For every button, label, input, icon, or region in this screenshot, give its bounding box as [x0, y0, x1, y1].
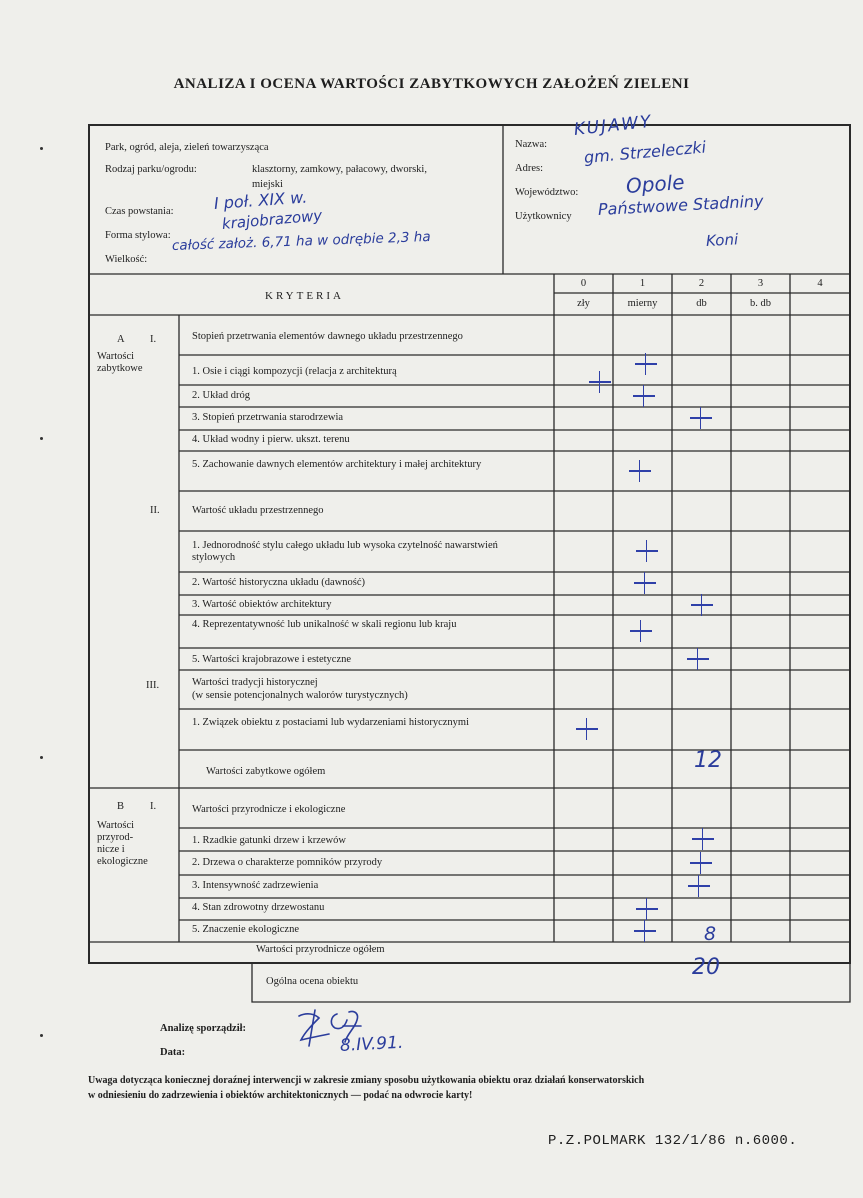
nazwa-label: Nazwa:: [515, 139, 548, 150]
section-b-letter: B: [117, 801, 125, 812]
data-label: Data:: [160, 1047, 186, 1058]
criterion-row: 4. Stan zdrowotny drzewostanu: [192, 902, 325, 913]
print-code: P.Z.POLMARK 132/1/86 n.6000.: [548, 1133, 798, 1149]
criteria-heading: KRYTERIA: [265, 290, 344, 302]
criterion-row: 1. Jednorodność stylu całego układu lub wysoka czytelność nawarstwień stylowych: [192, 540, 498, 563]
section-b-name: Wartości: [97, 820, 135, 831]
score-mark: [634, 572, 656, 594]
section-b-name-4: ekologiczne: [97, 856, 148, 867]
score-mark: [635, 353, 657, 375]
wojewodztwo-value: Opole: [625, 169, 686, 198]
uzytkownicy-label: Użytkownicy: [515, 211, 572, 222]
section-b-total-label: Wartości przyrodnicze ogółem: [256, 944, 385, 955]
uzytkownicy-value-2: Koni: [705, 230, 739, 250]
scale-label-1: mierny: [627, 298, 658, 309]
scale-num-0: 0: [580, 278, 587, 289]
criterion-row: 2. Drzewa o charakterze pomników przyrody: [192, 857, 383, 868]
forma-value: krajobrazowy: [221, 206, 323, 233]
score-mark: [690, 852, 712, 874]
section-a-name: Wartości: [97, 351, 135, 362]
criterion-row: 5. Wartości krajobrazowe i estetyczne: [192, 654, 352, 665]
scale-num-3: 3: [757, 278, 764, 289]
criterion-row: 5. Znaczenie ekologiczne: [192, 924, 299, 935]
criterion-row: 1. Osie i ciągi kompozycji (relacja z architekturą: [192, 366, 397, 377]
section-b-name-3: nicze i: [97, 844, 125, 855]
criterion-row: 5. Zachowanie dawnych elementów architektury i małej architektury: [192, 459, 482, 470]
wojewodztwo-label: Województwo:: [515, 187, 579, 198]
uzytkownicy-value: Państwowe Stadniny: [597, 191, 764, 219]
section-b-name-2: przyrod-: [97, 832, 134, 843]
rodzaj-label: Rodzaj parku/ogrodu:: [105, 164, 197, 175]
score-mark: [630, 620, 652, 642]
criterion-row: 4. Układ wodny i pierw. ukszt. terenu: [192, 434, 350, 445]
punch-hole: [40, 147, 43, 150]
forma-label: Forma stylowa:: [105, 230, 171, 241]
scale-label-3: b. db: [750, 298, 771, 309]
score-mark: [634, 920, 656, 942]
criterion-row: 3. Intensywność zadrzewienia: [192, 880, 319, 891]
score-mark: [589, 371, 611, 393]
group3-title: Wartości tradycji historycznej: [192, 677, 318, 688]
scale-num-4: 4: [817, 278, 823, 289]
form-title: ANALIZA I OCENA WARTOŚCI ZABYTKOWYCH ZAŁOŻEŃ ZIELENI: [173, 76, 690, 92]
score-mark: [690, 407, 712, 429]
group3-title-2: (w sensie potencjonalnych walorów turystycznych): [192, 690, 408, 701]
adres-value: gm. Strzeleczki: [583, 137, 707, 167]
section-b-title: Wartości przyrodnicze i ekologiczne: [192, 804, 346, 815]
note-line-2: w odniesieniu do zadrzewienia i obiektów architektonicznych — podać na odwrocie karty!: [88, 1090, 473, 1101]
nazwa-value: KUJAWY: [572, 111, 654, 140]
wielkosc-label: Wielkość:: [105, 254, 148, 265]
scale-label-2: db: [696, 298, 707, 309]
wielkosc-value: całość założ. 6,71 ha w odrębie 2,3 ha: [171, 228, 431, 254]
czas-label: Czas powstania:: [105, 206, 174, 217]
criterion-row: 3. Stopień przetrwania starodrzewia: [192, 412, 344, 423]
analiza-label: Analizę sporządził:: [160, 1023, 247, 1034]
note-line-1: Uwaga dotycząca koniecznej doraźnej interwencji w zakresie zmiany sposobu użytkowania obiektu oraz działań konserwatorskich: [88, 1075, 645, 1086]
section-a-roman-3: III.: [146, 680, 160, 691]
section-a-total-value: 12: [694, 748, 722, 773]
punch-hole: [40, 756, 43, 759]
rodzaj-options: klasztorny, zamkowy, pałacowy, dworski,: [252, 164, 427, 175]
section-b-roman: I.: [150, 801, 157, 812]
score-mark: [691, 594, 713, 616]
scale-label-0: zły: [577, 298, 590, 309]
score-mark: [636, 898, 658, 920]
rodzaj-options-2: miejski: [252, 179, 283, 190]
score-mark: [687, 648, 709, 670]
criterion-row: 3. Wartość obiektów architektury: [192, 599, 332, 610]
section-a-letter: A: [117, 334, 125, 345]
score-mark: [688, 875, 710, 897]
score-mark: [692, 828, 714, 850]
criterion-row: 2. Wartość historyczna układu (dawność): [192, 577, 366, 588]
scale-num-1: 1: [639, 278, 646, 289]
punch-hole: [40, 437, 43, 440]
group1-title: Stopień przetrwania elementów dawnego układu przestrzennego: [192, 331, 463, 342]
score-mark: [576, 718, 598, 740]
section-a-total-label: Wartości zabytkowe ogółem: [206, 766, 326, 777]
punch-hole: [40, 1034, 43, 1037]
overall-value: 20: [692, 955, 720, 980]
criterion-row: 1. Związek obiektu z postaciami lub wydarzeniami historycznymi: [192, 717, 469, 728]
score-mark: [636, 540, 658, 562]
criterion-row: 2. Układ dróg: [192, 390, 251, 401]
score-mark: [633, 385, 655, 407]
adres-label: Adres:: [515, 163, 543, 174]
section-b-total-value: 8: [704, 923, 717, 945]
section-a-roman-2: II.: [150, 505, 160, 516]
score-mark: [629, 460, 651, 482]
criterion-row: 4. Reprezentatywność lub unikalność w skali regionu lub kraju: [192, 619, 457, 630]
overall-label: Ogólna ocena obiektu: [266, 976, 359, 987]
criterion-row: 1. Rzadkie gatunki drzew i krzewów: [192, 835, 346, 846]
park-type-label: Park, ogród, aleja, zieleń towarzysząca: [105, 142, 269, 153]
scale-num-2: 2: [698, 278, 705, 289]
section-a-name-2: zabytkowe: [97, 363, 143, 374]
section-a-roman: I.: [150, 334, 157, 345]
group2-title: Wartość układu przestrzennego: [192, 505, 324, 516]
data-value: 8.IV.91.: [339, 1032, 404, 1056]
czas-value: I poł. XIX w.: [213, 187, 308, 213]
